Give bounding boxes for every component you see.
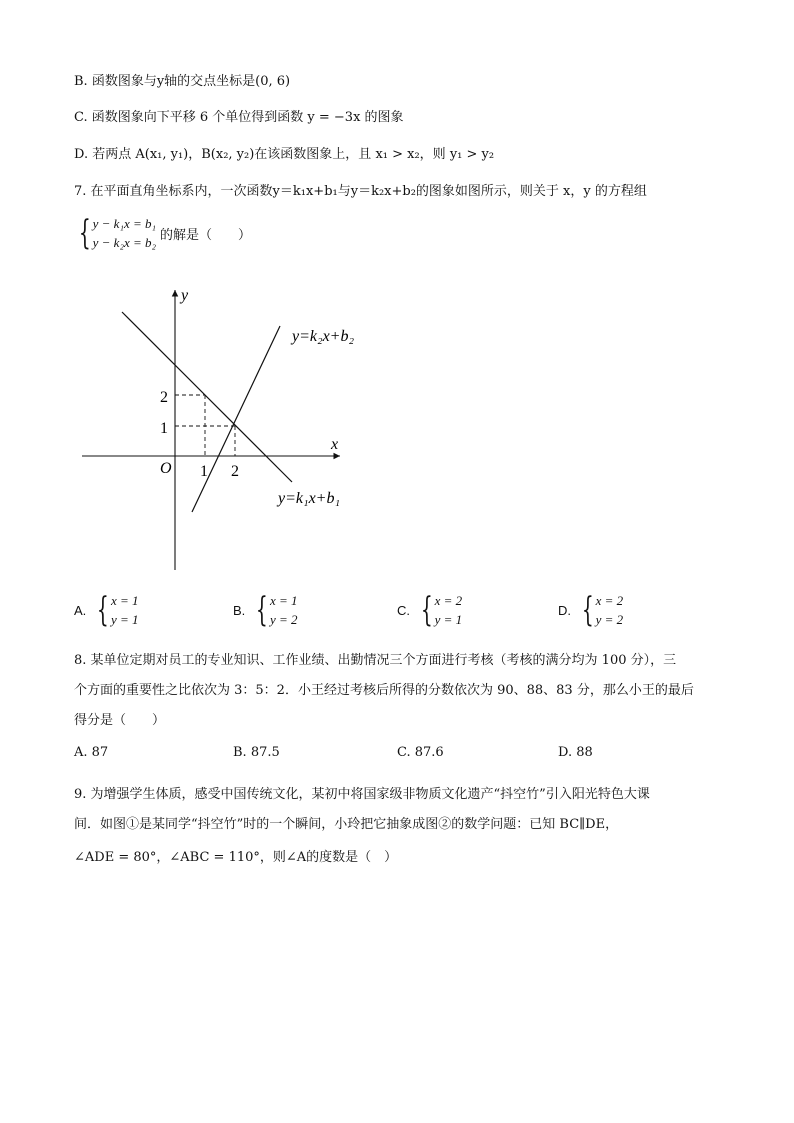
y-axis-label: y (181, 287, 189, 304)
option-label: C. (397, 602, 410, 618)
option-eq2: y = 2 (595, 612, 624, 627)
x-tick-2: 2 (231, 463, 239, 480)
q8-option-a[interactable]: A. 87 (74, 745, 109, 760)
brace-icon: { (78, 213, 91, 253)
q8-line3: 得分是（ ） (74, 713, 166, 728)
q7-graph (0, 280, 794, 580)
q8-option-b[interactable]: B. 87.5 (233, 745, 280, 760)
q6-option-d: D. 若两点 A(x₁, y₁)，B(x₂, y₂)在该函数图象上，且 x₁ > x₂，则 y₁ > y₂ (74, 147, 495, 162)
option-eq2: y = 1 (110, 612, 139, 627)
x-tick-1: 1 (200, 463, 208, 480)
q7-option-b[interactable] (233, 591, 297, 629)
q7-option-a[interactable] (74, 591, 138, 629)
q8-option-d[interactable]: D. 88 (558, 745, 593, 760)
option-eq1: x = 1 (110, 593, 139, 608)
origin-label: O (160, 460, 172, 477)
option-eq1: x = 2 (595, 593, 624, 608)
brace-icon: { (420, 590, 433, 630)
option-label: D. (558, 602, 571, 618)
q9-line2: 间．如图①是某同学“抖空竹”时的一个瞬间，小玲把它抽象成图②的数学问题：已知 BC∥DE， (74, 817, 619, 832)
line2-label: y=k₂x+b₂ (292, 328, 355, 345)
q7-system-eq1: y − k₁x = b₁ (92, 216, 157, 231)
q9-line3: ∠ADE = 80°，∠ABC = 110°，则∠A的度数是（ ） (74, 850, 398, 865)
q8-line1: 8. 某单位定期对员工的专业知识、工作业绩、出勤情况三个方面进行考核（考核的满分均为 100 分），三 (74, 653, 677, 668)
q7-equation-system (74, 214, 251, 252)
q7-option-d[interactable] (558, 591, 623, 629)
q7-option-c[interactable] (397, 591, 462, 629)
q7-system-suffix: 的解是（ ） (160, 227, 252, 243)
brace-icon: { (581, 590, 594, 630)
q7-system-eq2: y − k₂x = b₂ (92, 235, 157, 250)
q6-option-c: C. 函数图象向下平移 6 个单位得到函数 y = −3x 的图象 (74, 110, 404, 125)
q8-option-c[interactable]: C. 87.6 (397, 745, 444, 760)
y-tick-1: 1 (160, 420, 168, 437)
brace-icon: { (256, 590, 269, 630)
option-eq1: x = 2 (434, 593, 463, 608)
q9-line1: 9. 为增强学生体质，感受中国传统文化，某初中将国家级非物质文化遗产“抖空竹”引入阳光特色大课 (74, 787, 650, 802)
q7-stem: 7. 在平面直角坐标系内，一次函数y＝k₁x+b₁与y＝k₂x+b₂的图象如图所示，则关于 x，y 的方程组 (74, 184, 647, 199)
y-tick-2: 2 (160, 389, 168, 406)
option-eq2: y = 2 (269, 612, 298, 627)
option-label: A. (74, 602, 87, 618)
x-axis-label: x (331, 436, 339, 453)
brace-icon: { (97, 590, 110, 630)
option-label: B. (233, 602, 246, 618)
q6-option-b: B. 函数图象与y轴的交点坐标是(0, 6) (74, 74, 291, 89)
option-eq1: x = 1 (269, 593, 298, 608)
q8-line2: 个方面的重要性之比依次为 3：5：2．小王经过考核后所得的分数依次为 90、88、83 分，那么小王的最后 (74, 683, 694, 698)
option-eq2: y = 1 (434, 612, 463, 627)
line1-label: y=k₁x+b₁ (278, 490, 341, 507)
